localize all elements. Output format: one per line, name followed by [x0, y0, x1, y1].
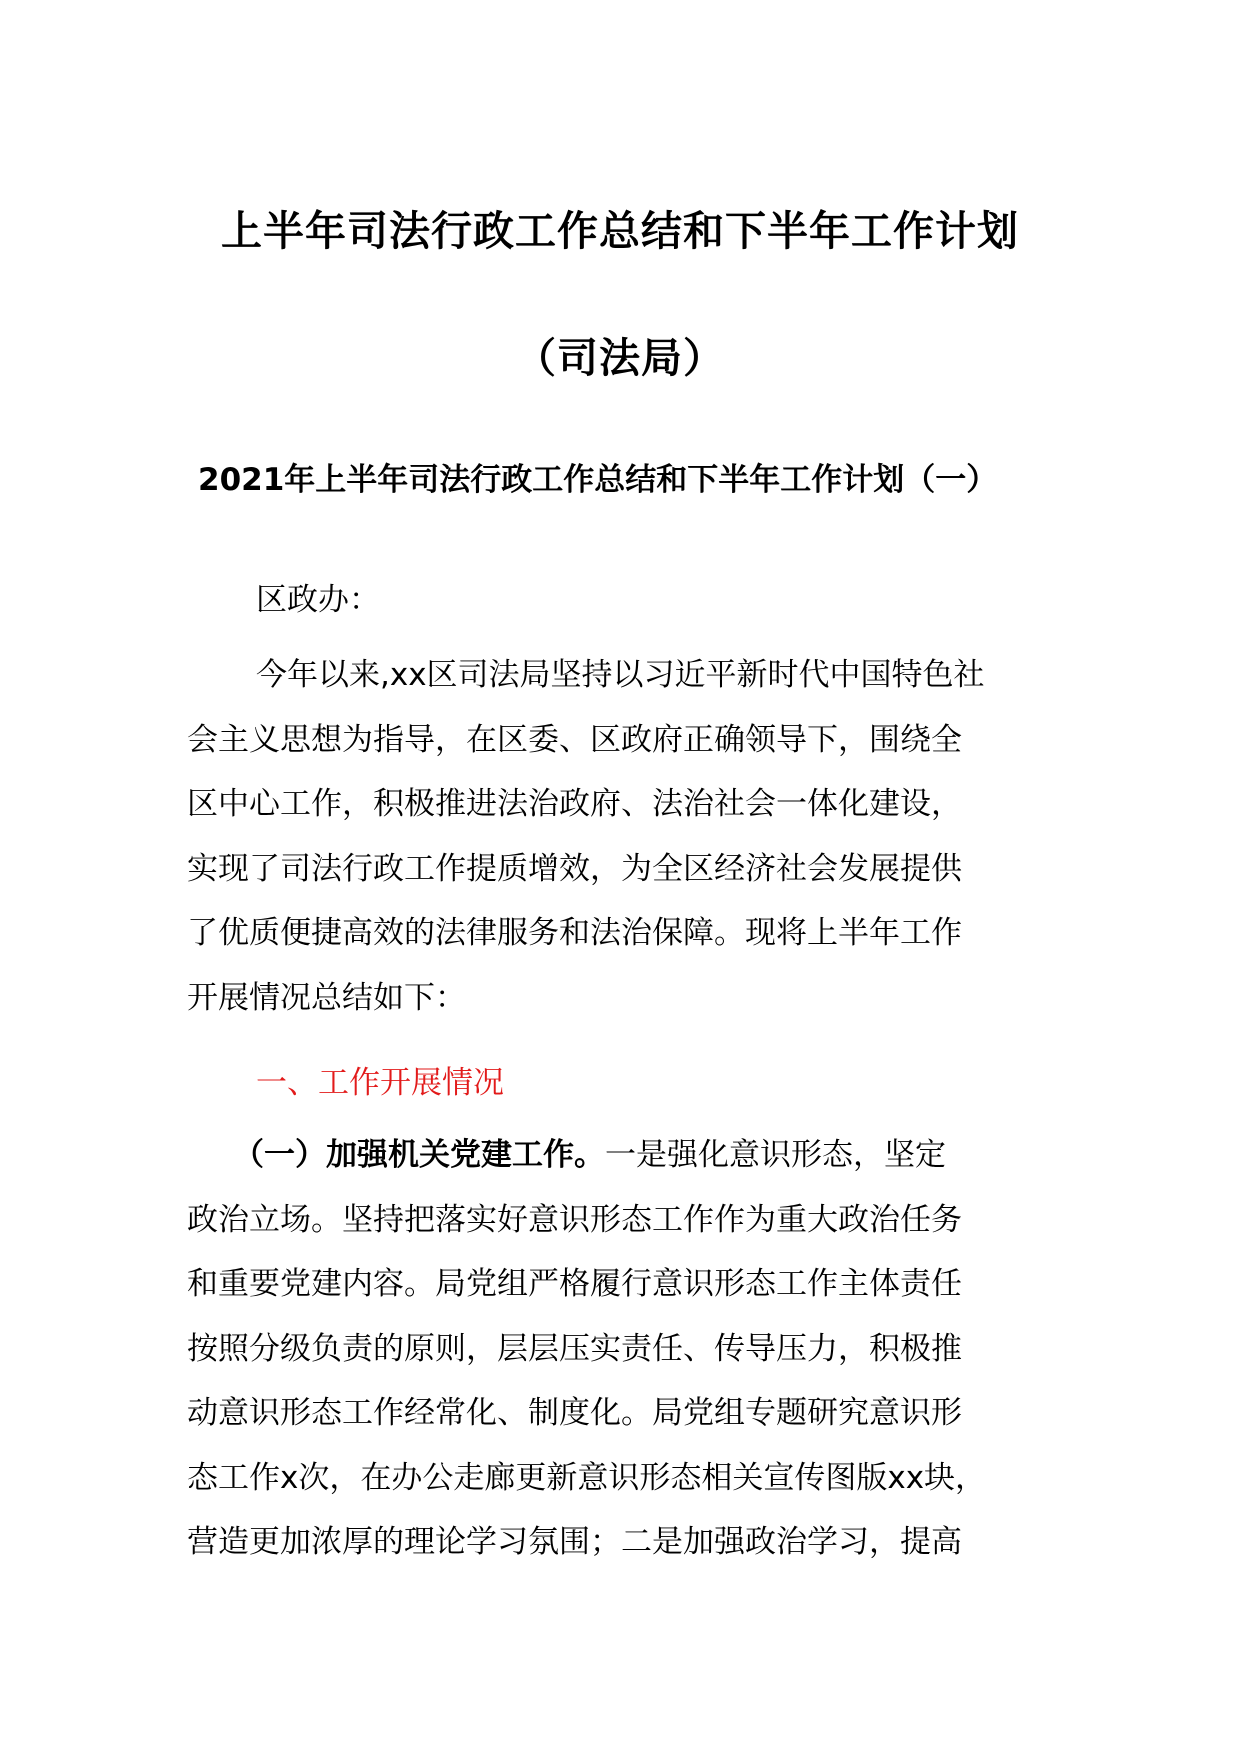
party-building-paragraph: [187, 1123, 1087, 1575]
paragraph-line: 态工作x次，在办公走廊更新意识形态相关宣传图版xx块，: [187, 1459, 987, 1496]
paragraph-line: 政治立场。坚持把落实好意识形态工作作为重大政治任务: [187, 1201, 962, 1238]
intro-paragraph: [187, 643, 1087, 1030]
paragraph-line-rest: 一是强化意识形态，坚定: [605, 1137, 946, 1173]
salutation: 区政办：: [256, 582, 380, 618]
paragraph-line: 营造更加浓厚的理论学习氛围；二是加强政治学习，提高: [187, 1524, 962, 1560]
document-title: 上半年司法行政工作总结和下半年工作计划: [221, 207, 1019, 255]
document-title-department: （司法局）: [515, 334, 725, 382]
paragraph-line: 了优质便捷高效的法律服务和法治保障。现将上半年工作: [187, 915, 962, 951]
section-heading: 一、工作开展情况: [256, 1065, 504, 1101]
paragraph-line: 开展情况总结如下：: [187, 979, 466, 1016]
paragraph-line: 按照分级负责的原则，层层压实责任、传导压力，积极推: [187, 1330, 962, 1367]
paragraph-line: 会主义思想为指导，在区委、区政府正确领导下，围绕全: [187, 721, 962, 758]
paragraph-line: 和重要党建内容。局党组严格履行意识形态工作主体责任: [187, 1266, 962, 1302]
section-subtitle: 2021年上半年司法行政工作总结和下半年工作计划（一）: [198, 462, 998, 498]
paragraph-line: 实现了司法行政工作提质增效，为全区经济社会发展提供: [187, 850, 962, 887]
subsection-heading: （一）加强机关党建工作。: [233, 1137, 605, 1173]
paragraph-first-line: [187, 1123, 1087, 1188]
paragraph-line: 今年以来,xx区司法局坚持以习近平新时代中国特色社: [256, 657, 985, 693]
paragraph-line: 动意识形态工作经常化、制度化。局党组专题研究意识形: [187, 1395, 962, 1431]
paragraph-line: 区中心工作，积极推进法治政府、法治社会一体化建设，: [187, 786, 962, 822]
